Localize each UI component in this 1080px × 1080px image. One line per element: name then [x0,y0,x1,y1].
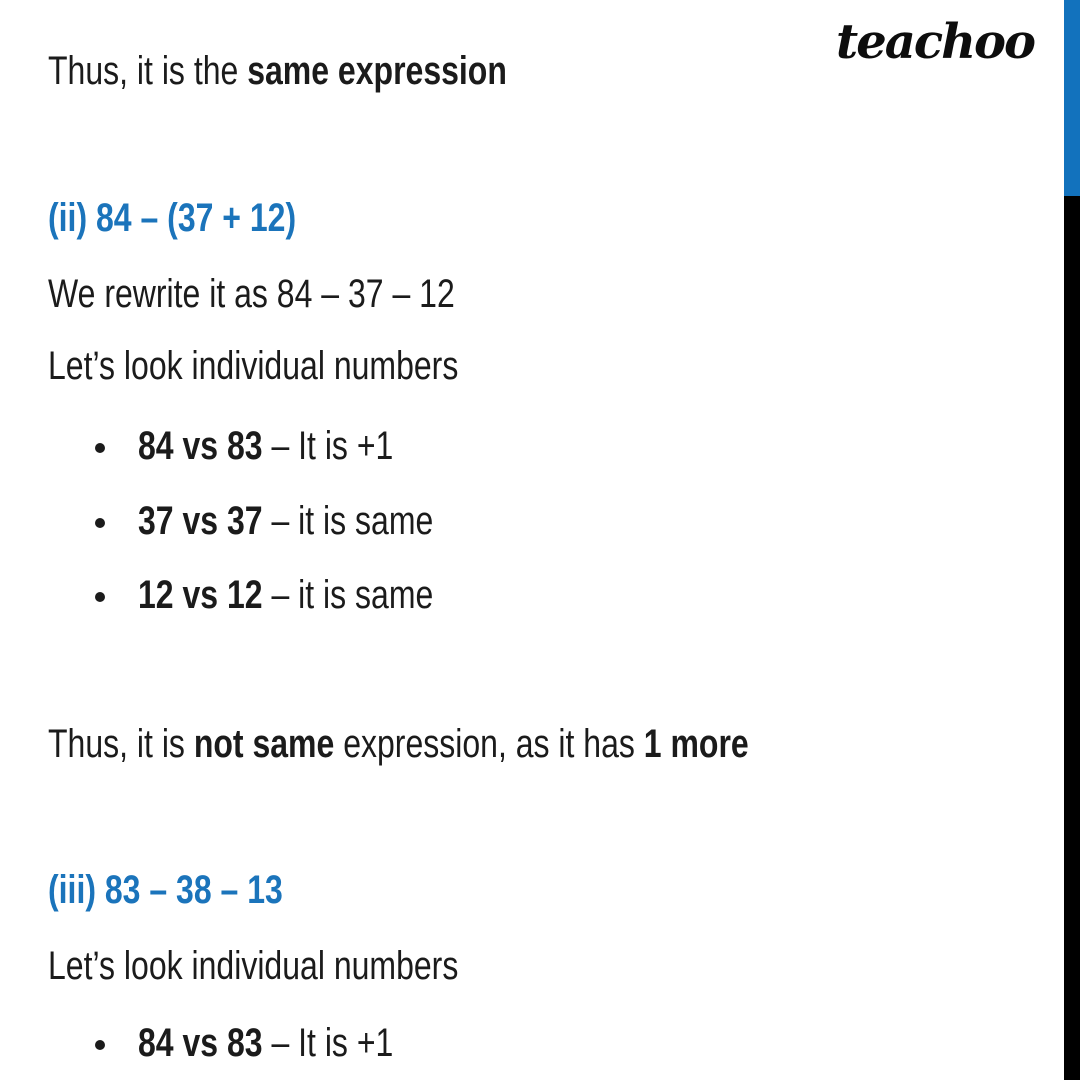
conclusion-text: expression, as it has [334,722,644,766]
bullet-comment: – it is same [262,573,434,617]
list-item [95,501,507,541]
bullet-dot-icon [95,443,105,453]
bullet-numbers: 84 vs 83 [138,424,263,468]
conclusion-bold: not same [193,722,335,766]
list-item [95,426,457,466]
list-item [95,1023,457,1063]
bullet-dot-icon [95,1040,105,1050]
list-item [95,575,507,615]
bullet-dot-icon [95,592,105,602]
right-accent-bar-blue [1064,0,1080,196]
intro-bold: same expression [247,49,507,93]
bullet-dot-icon [95,518,105,528]
section-ii-rewrite: We rewrite it as 84 – 37 – 12 [48,272,455,316]
section-ii-conclusion [48,724,924,764]
section-iii-heading: (iii) 83 – 38 – 13 [48,868,283,912]
section-iii-look-line: Let’s look individual numbers [48,944,459,988]
bullet-comment: – It is +1 [262,1021,394,1065]
bullet-comment: – it is same [262,499,434,543]
intro-line [48,51,622,91]
section-ii-heading: (ii) 84 – (37 + 12) [48,196,297,240]
intro-text: Thus, it is the [48,49,248,93]
bullet-numbers: 37 vs 37 [138,499,263,543]
conclusion-bold: 1 more [643,722,749,766]
conclusion-text: Thus, it is [48,722,194,766]
teachoo-logo: teachoo [836,14,1034,70]
section-ii-look-line: Let’s look individual numbers [48,344,459,388]
bullet-comment: – It is +1 [262,424,394,468]
bullet-numbers: 12 vs 12 [138,573,263,617]
right-accent-bar-black [1064,196,1080,1080]
bullet-numbers: 84 vs 83 [138,1021,263,1065]
